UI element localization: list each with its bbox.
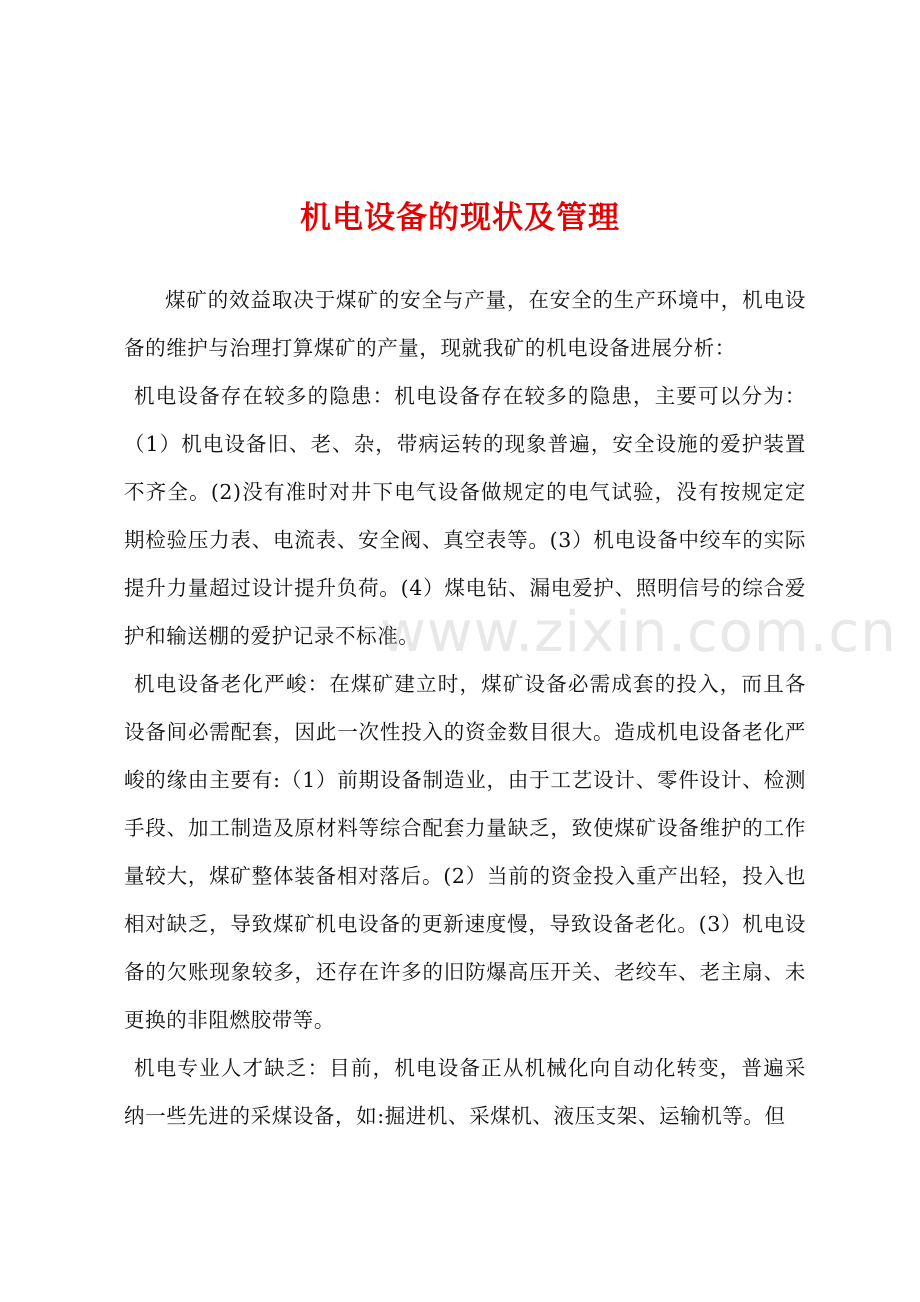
paragraph-equipment-aging: 机电设备老化严峻：在煤矿建立时，煤矿设备必需成套的投入，而且各设备间必需配套，因此一次性投入的资金数目很大。造成机电设备老化严峻的缘由主要有:（1）前期设备制造业，由于工艺设计、零件设计、检测手段、加工制造及原材料等综合配套力量缺乏，致使煤矿设备维护的工作量较大，煤矿整体装备相对落后。(2）当前的资金投入重产出轻，投入也相对缺乏，导致煤矿机电设备的更新速度慢，导致设备老化。(3）机电设备的欠账现象较多，还存在许多的旧防爆高压开关、老绞车、老主扇、未更换的非阻燃胶带等。 xyxy=(124,672,806,1032)
paragraph-intro: 煤矿的效益取决于煤矿的安全与产量，在安全的生产环境中，机电设备的维护与治理打算煤矿的产量，现就我矿的机电设备进展分析： xyxy=(124,288,806,360)
document-title: 机电设备的现状及管理 xyxy=(300,200,620,236)
paragraph-talent-shortage: 机电专业人才缺乏：目前，机电设备正从机械化向自动化转变，普遍采纳一些先进的采煤设备，如:掘进机、采煤机、液压支架、运输机等。但 xyxy=(124,1056,806,1128)
paragraph-hidden-dangers: 机电设备存在较多的隐患：机电设备存在较多的隐患，主要可以分为：（1）机电设备旧、老、杂，带病运转的现象普遍，安全设施的爱护装置不齐全。(2)没有准时对井下电气设备做规定的电气试验，没有按规定定期检验压力表、电流表、安全阀、真空表等。(3）机电设备中绞车的实际提升力量超过设计提升负荷。(4）煤电钻、漏电爱护、照明信号的综合爱护和输送棚的爱护记录不标准。 xyxy=(124,384,806,648)
watermark-text: www.zixin.com.cn xyxy=(380,600,897,665)
document-body xyxy=(124,276,806,1140)
